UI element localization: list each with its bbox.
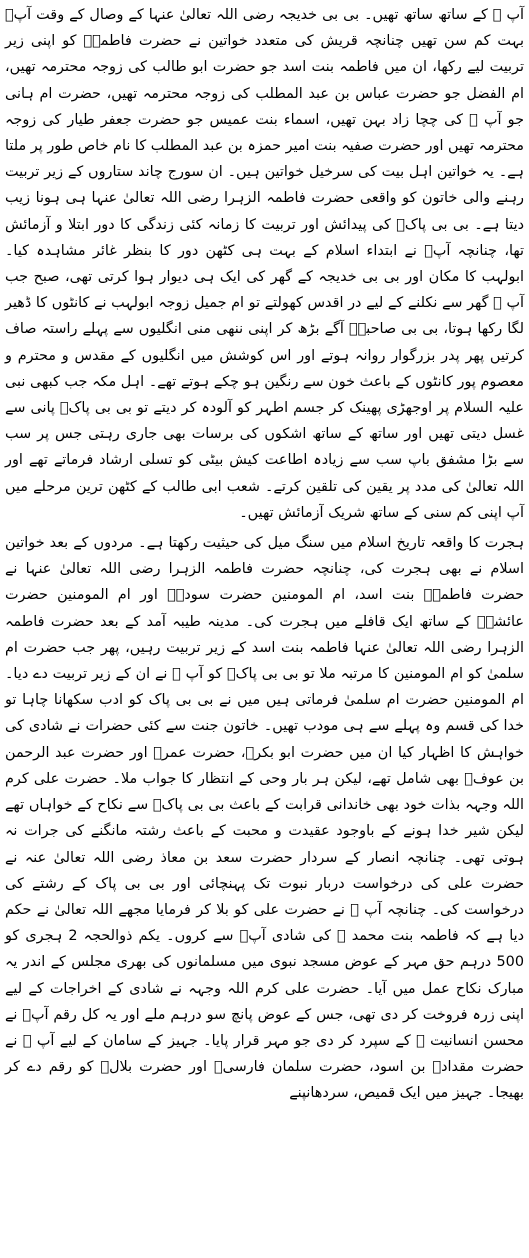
paragraph-hijrat-and-marriage: ہجرت کا واقعہ تاریخ اسلام میں سنگ میل کی حیثیت رکھتا ہے۔ مردوں کے بعد خواتین اسلام نے بھی ہجرت کی، چنانچہ حضرت فاطمہ الزہرا رضی اللہ تعالیٰ عنہا نے حضرت فاطمہؓ بنت اسد، ام المومنین حضرت سودہؓ اور ام المومنین حضرت عائشہؓ کے ساتھ ایک قافلے میں ہجرت کی۔ مدینہ طیبہ آمد کے بعد حضرت فاطمہ الزہرا رضی اللہ تعالیٰ عنہا فاطمہ بنت اسد کے زیر تربیت رہیں، پھر جب حضرت ام سلمیٰ کو ام المومنین کا مرتبہ ملا تو بی بی پاکؓ کو آپ ﷺ نے ان کے زیر تربیت دے دیا۔ ام المومنین حضرت ام سلمیٰ فرماتی ہیں میں نے بی بی پاک کو ادب سکھانا چاہا تو خدا کی قسم وہ پہلے سے ہی مودب تھیں۔ خاتون جنت سے کئی حضرات نے شادی کی خواہش کا اظہار کیا ان میں حضرت ابو بکرؓ، حضرت عمرؓ اور حضرت عبد الرحمن بن عوفؓ بھی شامل تھے، لیکن ہر بار وحی کے انتظار کا جواب ملا۔ حضرت علی کرم اللہ وجہہ بذات خود بھی خاندانی قرابت کے باعث بی بی پاکؓ سے نکاح کے خواہاں تھے لیکن شیر خدا ہونے کے باوجود عقیدت و محبت کے باعث رشتہ مانگنے کی جرات نہ ہوتی تھی۔ چنانچہ انصار کے سردار حضرت سعد بن معاذ رضی اللہ تعالیٰ عنہ نے حضرت علی کی درخواست دربار نبوت تک پہنچائی اور بی بی پاک کے رشتے کی درخواست کی۔ چنانچہ آپ ﷺ نے حضرت علی کو بلا کر فرمایا مجھے اللہ تعالیٰ نے حکم دیا ہے کہ فاطمہ بنت محمد ﷺ کی شادی آپؓ سے کروں۔ یکم ذوالحجہ 2 ہجری کو 500 درہم حق مہر کے عوض مسجد نبوی میں مسلمانوں کی بھری مجلس کے اندر یہ مبارک نکاح عمل میں آیا۔ حضرت علی کرم اللہ وجہہ نے شادی کے اخراجات کے لیے اپنی زرہ فروخت کر دی تھی، جس کے عوض پانچ سو درہم ملے اور یہ کل رقم آپؓ نے محسن انسانیت ﷺ کے سپرد کر دی جو مہر قرار پایا۔ جہیز کے سامان کے لیے آپ ﷺ نے حضرت مقدادؓ بن اسود، حضرت سلمان فارسیؓ اور حضرت بلالؓ کو رقم دے کر بھیجا۔ جہیز میں ایک قمیص، سردھانپنے xyxy=(5,535,525,1102)
paragraph-childhood: آپ ﷺ کے ساتھ ساتھ تھیں۔ بی بی خدیجہ رضی اللہ تعالیٰ عنہا کے وصال کے وقت آپؓ بہت کم سن تھیں چنانچہ قریش کی متعدد خواتین نے حضرت فاطمہؓ کو اپنی زیر تربیت لیے رکھا، ان میں فاطمہ بنت اسد جو حضرت ابو طالب کی زوجہ محترمہ تھیں، ام الفضل جو حضرت عباس بن عبد المطلب کی زوجہ محترمہ تھیں، حضرت ام ہانی جو آپ ﷺ کی چچا زاد بہن تھیں، اسماء بنت عمیس جو حضرت جعفر طیار کی زوجہ محترمہ تھیں اور حضرت صفیہ بنت امیر حمزہ بن عبد المطلب کا نام خاص طور پر ملتا ہے۔ یہ خواتین اہل بیت کی سرخیل خواتین ہیں۔ ان سورج چاند ستاروں کے زیر تربیت رہنے والی خاتون کو واقعی حضرت فاطمہ الزہرا رضی اللہ تعالیٰ عنہا ہی ہونا زیب دیتا ہے۔ بی بی پاکؓ کی پیدائش اور تربیت کا زمانہ کئی زندگی کا دور ابتلا و آزمائش تھا، چنانچہ آپؓ نے ابتداء اسلام کے بہت ہی کٹھن دور کا بنظر غائر مشاہدہ کیا۔ ابولہب کا مکان اور بی بی خدیجہ کے گھر کی ایک ہی دیوار ہوا کرتی تھی، صبح جب آپ ﷺ گھر سے نکلنے کے لیے در اقدس کھولتے تو ام جمیل زوجہ ابولہب نے کانٹوں کا ڈھیر لگا رکھا ہوتا، بی بی صاحبہؓ آگے بڑھ کر اپنی ننھی منی انگلیوں سے پہلے راستہ صاف کرتیں پھر پدر بزرگوار روانہ ہوتے اور اس کوشش میں انگلیوں کے مقدس و محترم و معصوم پور کانٹوں کے باعث خون سے رنگین ہو چکے ہوتے تھے۔ اہل مکہ جب کبھی نبی علیہ السلام پر اوجھڑی پھینک کر جسم اطہر کو آلودہ کر دیتے تو بی بی پاکؓ پانی سے غسل دیتی تھیں اور ساتھ کے ساتھ اشکوں کی برسات بھی جاری رہتی جس پر سب سے بڑا مشفق باپ سب سے زیادہ اطاعت کیش بیٹی کو تسلی ارشاد فرماتے تھے اور اللہ تعالیٰ کی مدد پر یقین کی تلقین کرتے۔ شعب ابی طالب کے کٹھن ترین مرحلے میں آپ اپنی کم سنی کے ساتھ شریک آزمائش تھیں۔ xyxy=(5,7,524,521)
